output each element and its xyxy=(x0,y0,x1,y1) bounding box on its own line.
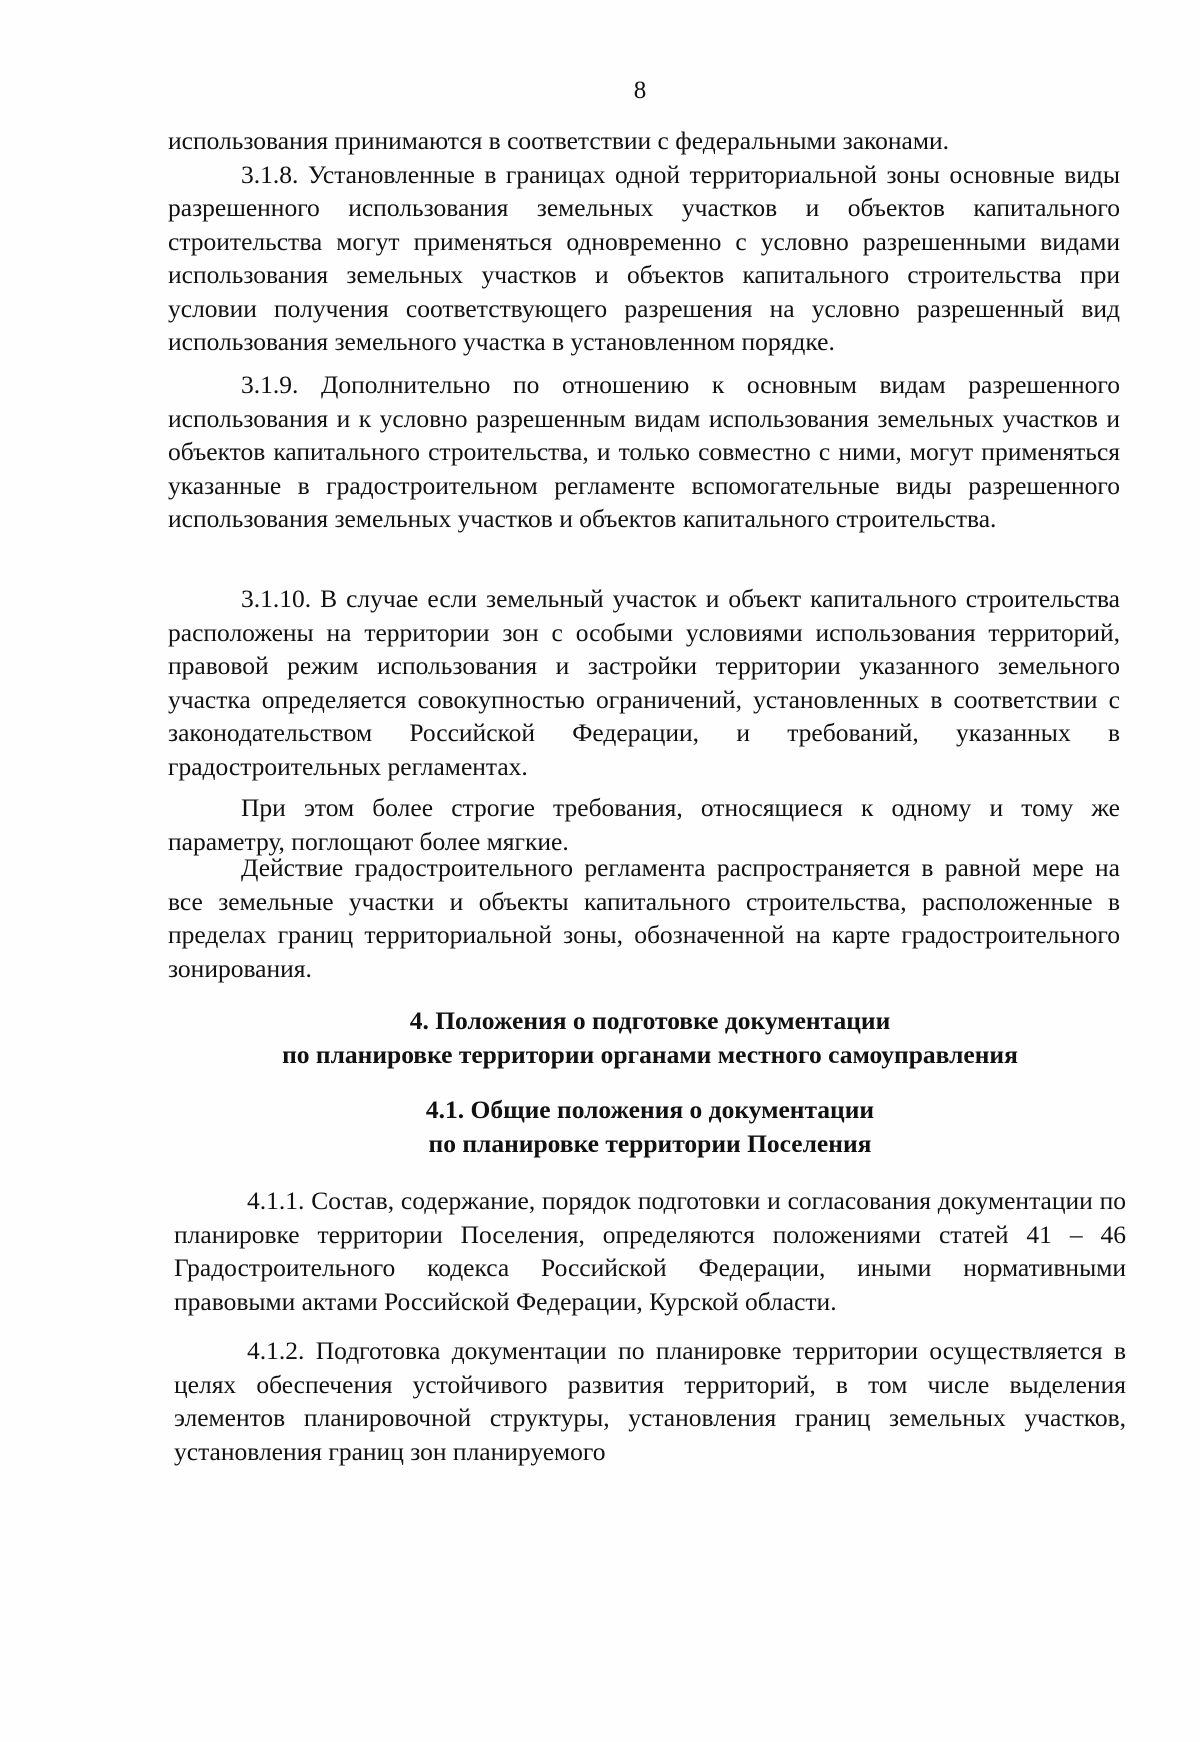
paragraph-4-1-1 xyxy=(174,1184,1126,1318)
section-heading-line: по планировке территории органами местного самоуправления xyxy=(282,1040,1018,1069)
section-heading-line: 4. Положения о подготовке документации xyxy=(409,1006,891,1035)
paragraph-text: 3.1.8. Установленные в границах одной территориальной зоны основные виды разрешенного использования земельных участков и объектов капитального строительства могут применяться одновременно с условно разрешенными видами использования земельных участков и объектов капитального строительства при условии получения соответствующего разрешения на условно разрешенный вид использования земельного участка в установленном порядке. xyxy=(168,159,1120,356)
paragraph-4-1-2 xyxy=(174,1334,1126,1468)
paragraph-text: При этом более строгие требования, относящиеся к одному и тому же параметру, поглощают более мягкие. xyxy=(168,793,1120,856)
paragraph-text: использования принимаются в соответствии с федеральными законами. xyxy=(168,126,949,155)
paragraph-text: 3.1.9. Дополнительно по отношению к основным видам разрешенного использования и к условно разрешенным видам использования земельных участков и объектов капитального строительства, и только совместно с ними, могут применяться указанные в градостроительном регламенте вспомогательные виды разрешенного использования земельных участков и объектов капитального строительства. xyxy=(168,370,1120,533)
paragraph-continuation xyxy=(168,124,1120,158)
paragraph-3-1-10 xyxy=(168,582,1120,783)
subsection-heading xyxy=(180,1093,1120,1161)
paragraph-3-1-8 xyxy=(168,158,1120,359)
paragraph-regulation-scope xyxy=(168,851,1120,985)
subsection-heading-line: по планировке территории Поселения xyxy=(428,1129,872,1158)
paragraph-strict-requirements xyxy=(168,791,1120,858)
page-number: 8 xyxy=(633,77,647,104)
paragraph-text: 4.1.2. Подготовка документации по планировке территории осуществляется в целях обеспечения устойчивого развития территорий, в том числе выделения элементов планировочной структуры, установления границ земельных участков, установления границ зон планируемого xyxy=(174,1336,1126,1466)
paragraph-text: 3.1.10. В случае если земельный участок и объект капитального строительства расположены на территории зон с особыми условиями использования территорий, правовой режим использования и застройки территории указанного земельного участка определяется совокупностью ограничений, установленных в соответствии с законодательством Российской Федерации, и требований, указанных в градостроительных регламентах. xyxy=(168,584,1120,781)
paragraph-text: Действие градостроительного регламента распространяется в равной мере на все земельные участки и объекты капитального строительства, расположенные в пределах границ территориальной зоны, обозначенной на карте градостроительного зонирования. xyxy=(168,853,1120,983)
section-heading xyxy=(180,1004,1120,1072)
paragraph-3-1-9 xyxy=(168,368,1120,536)
paragraph-text: 4.1.1. Состав, содержание, порядок подготовки и согласования документации по планировке территории Поселения, определяются положениями статей 41 – 46 Градостроительного кодекса Российской Федерации, иными нормативными правовыми актами Российской Федерации, Курской области. xyxy=(174,1186,1126,1316)
subsection-heading-line: 4.1. Общие положения о документации xyxy=(425,1095,875,1124)
